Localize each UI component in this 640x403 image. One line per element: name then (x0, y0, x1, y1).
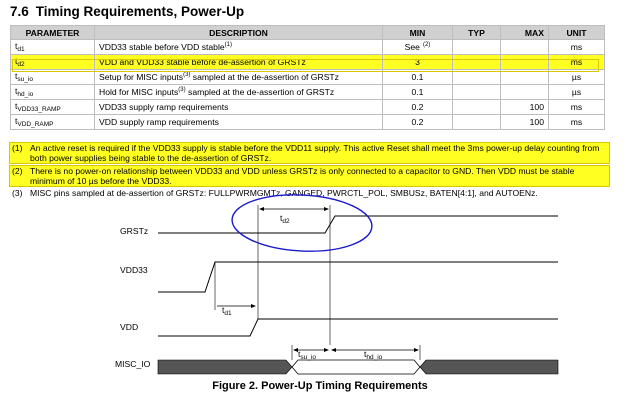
min-cell: 3 (383, 55, 453, 70)
description-cell: VDD33 stable before VDD stable$^{(1)}$ (95, 40, 383, 55)
param-cell: $t_{VDD33\_RAMP}$ (11, 100, 95, 115)
min-cell: 0.1 (383, 85, 453, 100)
grstz-waveform (158, 216, 558, 233)
min-cell: See $^{(2)}$ (383, 40, 453, 55)
param-cell: $t_{d1}$ (11, 40, 95, 55)
min-cell: 0.2 (383, 115, 453, 130)
param-cell: $t_{su\_io}$ (11, 70, 95, 85)
td2-label: $t_{d2}$ (280, 213, 290, 225)
unit-cell: ms (549, 100, 605, 115)
header-unit: UNIT (549, 26, 605, 40)
param-cell: $t_{hd\_io}$ (11, 85, 95, 100)
header-parameter: PARAMETER (11, 26, 95, 40)
footnote-text: MISC pins sampled at de-assertion of GRSTz: FULLPWRMGMTz, GANGED, PWRCTL_POL, SMBUSz, BATEN[4:1], and AUTOENz. (30, 188, 538, 198)
td2-arrowhead-right (324, 207, 329, 211)
footnote-number: (2) (12, 166, 23, 176)
max-cell: 100 (501, 115, 549, 130)
thd-arrowhead-left (331, 348, 336, 352)
thd-arrowhead-right (414, 348, 419, 352)
thd-label: $t_{hd\_io}$ (364, 349, 383, 361)
misc-io-bus-left (158, 360, 292, 374)
unit-cell: µs (549, 85, 605, 100)
description-cell: VDD and VDD33 stable before de-assertion of GRSTz (95, 55, 383, 70)
min-cell: 0.2 (383, 100, 453, 115)
td1-label: $t_{d1}$ (222, 305, 232, 317)
misc-io-bus-right (420, 360, 558, 374)
section-title-text: Timing Requirements, Power-Up (35, 4, 245, 19)
footnote-number: (1) (12, 143, 23, 153)
unit-cell: ms (549, 40, 605, 55)
min-cell: 0.1 (383, 70, 453, 85)
footnote-text: An active reset is required if the VDD33 supply is stable before the VDD11 supply. This active Reset shall meet the 3ms power-up delay counting from both power supplies being stable to the de-assertion of GRSTz. (30, 143, 600, 163)
description-cell: Hold for MISC inputs$^{(3)}$ sampled at the de-assertion of GRSTz (95, 85, 383, 100)
section-number: 7.6 (10, 4, 29, 19)
tsu-arrowhead-right (324, 348, 329, 352)
signal-label-misc-io: MISC_IO (115, 359, 151, 369)
header-max: MAX (501, 26, 549, 40)
description-cell: VDD33 supply ramp requirements (95, 100, 383, 115)
signal-label-vdd: VDD (120, 322, 139, 332)
td1-arrowhead-right (251, 304, 256, 308)
signal-label-vdd33: VDD33 (120, 265, 148, 275)
figure-caption: Figure 2. Power-Up Timing Requirements (212, 380, 428, 392)
header-min: MIN (383, 26, 453, 40)
td2-arrowhead-left (259, 207, 264, 211)
max-cell: 100 (501, 100, 549, 115)
misc-io-bus-valid (292, 360, 420, 374)
signal-label-grstz: GRSTz (120, 226, 149, 236)
description-cell: VDD supply ramp requirements (95, 115, 383, 130)
tsu-label: $t_{su\_io}$ (298, 349, 316, 361)
header-description: DESCRIPTION (95, 26, 383, 40)
unit-cell: ms (549, 55, 605, 70)
footnote-text: There is no power-on relationship between VDD33 and VDD unless GRSTz is only connected to a capacitor to GND. Then VDD must be stable minimum of 10 µs before the VDD33. (30, 166, 575, 186)
vdd-waveform (158, 319, 558, 336)
param-cell: $t_{d2}$ (11, 55, 95, 70)
unit-cell: ms (549, 115, 605, 130)
description-cell: Setup for MISC inputs$^{(3)}$ sampled at the de-assertion of GRSTz (95, 70, 383, 85)
header-typ: TYP (453, 26, 501, 40)
annotation-ellipse (231, 191, 374, 254)
vdd33-waveform (158, 262, 558, 292)
unit-cell: µs (549, 70, 605, 85)
footnote-number: (3) (12, 188, 23, 198)
param-cell: $t_{VDD\_RAMP}$ (11, 115, 95, 130)
